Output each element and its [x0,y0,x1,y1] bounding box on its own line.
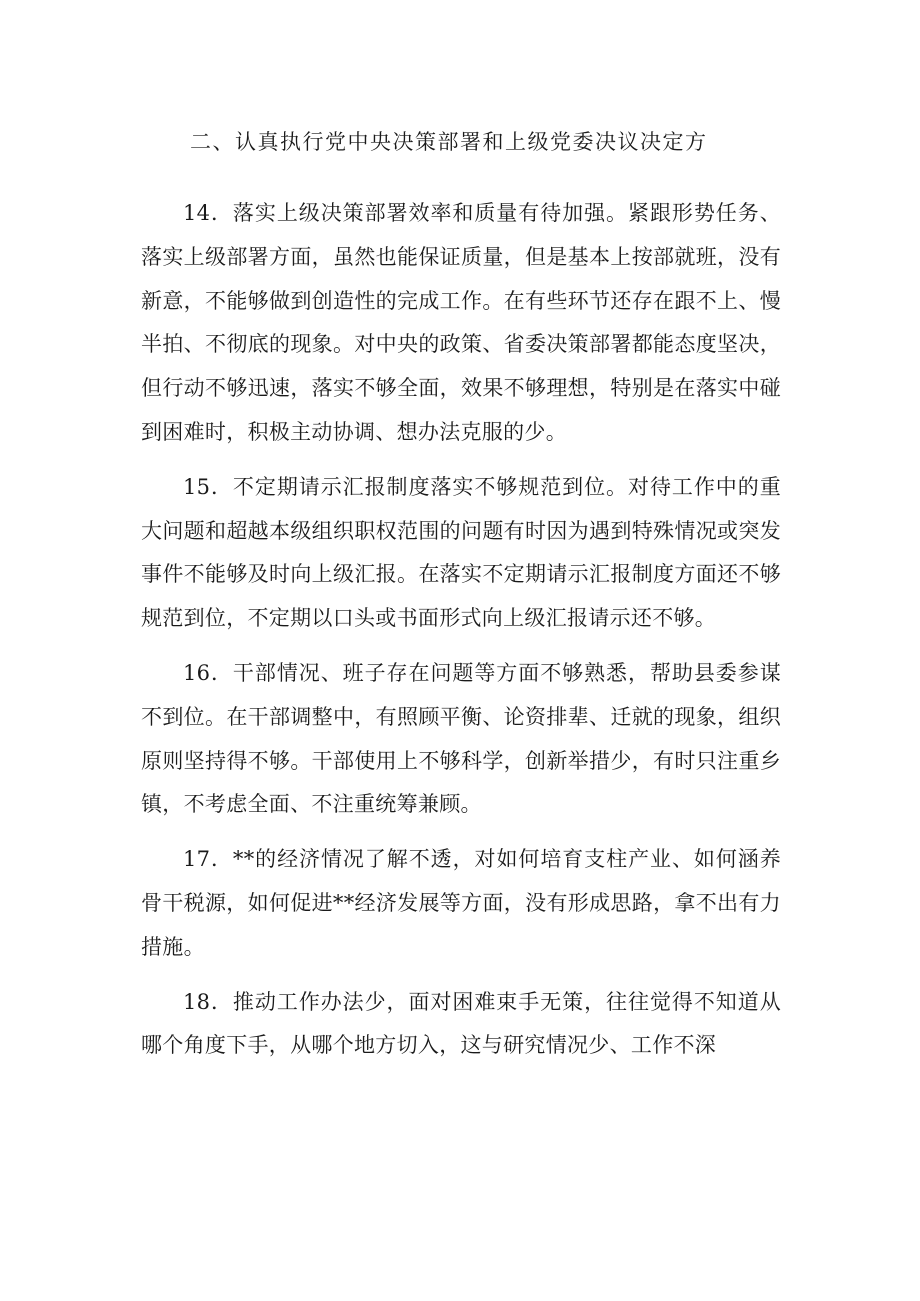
paragraph-18: 18．推动工作办法少，面对困难束手无策，往往觉得不知道从哪个角度下手，从哪个地方切入，这与研究情况少、工作不深 [141,989,781,1058]
paragraph-17: 17．**的经济情况了解不透，对如何培育支柱产业、如何涵养骨干税源，如何促进**经济发展等方面，没有形成思路，拿不出有力措施。 [141,847,781,959]
paragraph-16: 16．干部情况、班子存在问题等方面不够熟悉，帮助县委参谋不到位。在干部调整中，有照顾平衡、论资排辈、迁就的现象，组织原则坚持得不够。干部使用上不够科学，创新举措少，有时只注重乡镇，不考虑全面、不注重统筹兼顾。 [141,660,781,817]
document-body [141,168,781,1068]
paragraph-14: 14．落实上级决策部署效率和质量有待加强。紧跟形势任务、落实上级部署方面，虽然也能保证质量，但是基本上按部就班，没有新意，不能够做到创造性的完成工作。在有些环节还存在跟不上、慢半拍、不彻底的现象。对中央的政策、省委决策部署都能态度坚决，但行动不够迅速，落实不够全面，效果不够理想，特别是在落实中碰到困难时，积极主动协调、想办法克服的少。 [141,201,781,444]
paragraph-15: 15．不定期请示汇报制度落实不够规范到位。对待工作中的重大问题和超越本级组织职权范围的问题有时因为遇到特殊情况或突发事件不能够及时向上级汇报。在落实不定期请示汇报制度方面还不够规范到位，不定期以口头或书面形式向上级汇报请示还不够。 [141,474,781,631]
section-heading: 二、认真执行党中央决策部署和上级党委决议决定方 [190,130,708,154]
